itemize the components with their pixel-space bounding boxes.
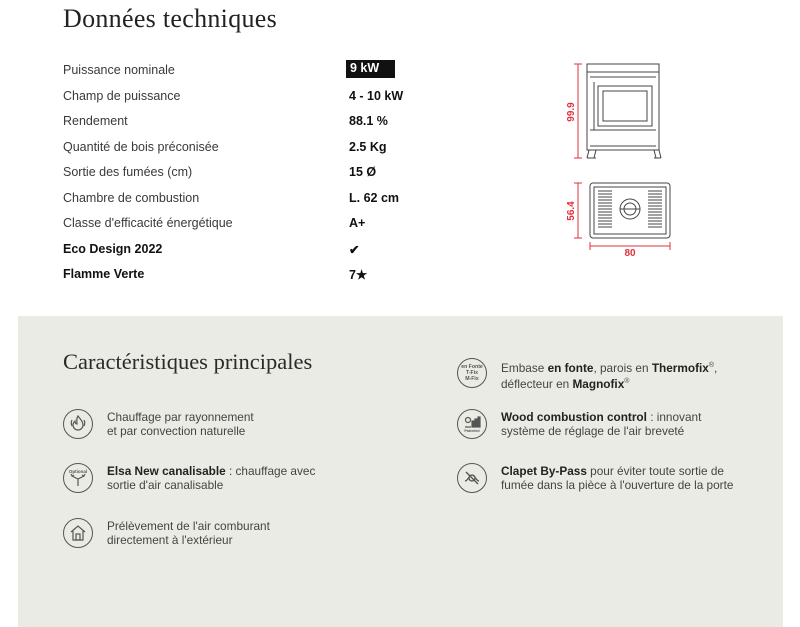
spec-label: Eco Design 2022 <box>63 241 163 256</box>
spec-row <box>63 239 423 265</box>
feature-text-line1: Prélèvement de l'air comburant <box>107 519 270 533</box>
feature-bold: Wood combustion control <box>501 410 647 424</box>
feature-bypass-valve <box>457 463 733 493</box>
feature-text: : innovant <box>646 410 702 424</box>
optional-duct-icon <box>63 463 93 493</box>
spec-label: Quantité de bois préconisée <box>63 139 219 154</box>
feature-text-line2: directement à l'extérieur <box>107 533 233 547</box>
stove-dimension-diagram <box>560 60 680 256</box>
spec-row <box>63 60 423 86</box>
spec-label: Rendement <box>63 114 128 128</box>
spec-value: 9 kW <box>346 60 395 78</box>
spec-value: 15 Ø <box>349 165 377 179</box>
feature-bold: Elsa New canalisable <box>107 464 226 478</box>
page-title: Données techniques <box>63 4 278 33</box>
spec-value: 88.1 % <box>349 114 388 128</box>
house-air-icon <box>63 518 93 548</box>
feature-text-line2: et par convection naturelle <box>107 424 246 438</box>
spec-label: Champ de puissance <box>63 88 181 103</box>
svg-text:Optional: Optional <box>68 469 88 474</box>
feature-text-line2: fumée dans la pièce à l'ouverture de la porte <box>501 478 734 492</box>
feature-text-line2: sortie d'air canalisable <box>107 478 224 492</box>
feature-bold: Clapet By-Pass <box>501 464 587 478</box>
spec-label: Classe d'efficacité énergétique <box>63 216 233 230</box>
feature-ducted <box>63 463 315 493</box>
feature-text: : chauffage avec <box>225 464 316 478</box>
spec-value: ✔ <box>349 242 360 257</box>
width-dimension: 80 <box>624 248 636 256</box>
flame-heat-icon <box>63 409 93 439</box>
spec-label: Puissance nominale <box>63 63 175 77</box>
feature-text-line1: Chauffage par rayonnement <box>107 410 254 424</box>
spec-value: 7★ <box>349 268 368 282</box>
feature-wood-combustion-control <box>457 409 701 439</box>
spec-row <box>63 162 423 188</box>
spec-label: Chambre de combustion <box>63 190 200 205</box>
spec-value: 2.5 Kg <box>349 139 387 154</box>
feature-external-air <box>63 518 270 548</box>
cast-iron-badge-icon: en Fonte T-Fix M-Fix <box>457 358 487 388</box>
spec-label: Sortie des fumées (cm) <box>63 165 193 179</box>
spec-row <box>63 213 423 239</box>
section-title: Caractéristiques principales <box>63 349 313 374</box>
spec-row <box>63 137 423 163</box>
spec-value: 4 - 10 kW <box>349 88 404 103</box>
svg-text:Patented: Patented <box>464 429 480 433</box>
spec-label: Flamme Verte <box>63 267 145 281</box>
bypass-valve-icon <box>457 463 487 493</box>
spec-row <box>63 264 423 290</box>
height-dimension: 99.9 <box>566 102 577 122</box>
feature-text-line2: système de réglage de l'air breveté <box>501 424 685 438</box>
spec-row <box>63 86 423 112</box>
specs-table <box>63 60 423 290</box>
feature-radiant-heating <box>63 409 254 439</box>
feature-text: pour éviter toute sortie de <box>586 464 724 478</box>
spec-row <box>63 188 423 214</box>
spec-value: L. 62 cm <box>349 190 400 205</box>
spec-value: A+ <box>349 216 366 230</box>
spec-row <box>63 111 423 137</box>
depth-dimension: 56.4 <box>566 201 577 221</box>
patented-control-icon <box>457 409 487 439</box>
feature-cast-iron-base: en Fonte T-Fix M-Fix Embase en fonte, parois en Thermofix®, déflecteur en Magnofix® <box>457 358 717 391</box>
